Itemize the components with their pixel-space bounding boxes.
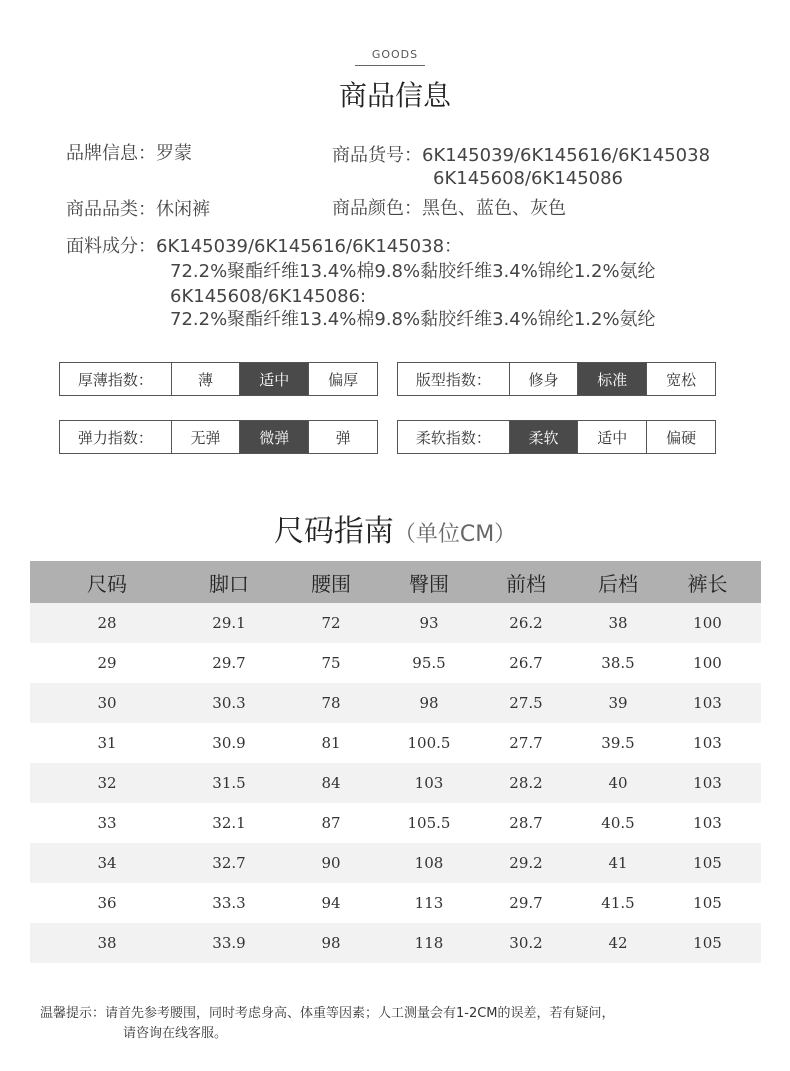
page-title: 商品信息	[338, 79, 451, 112]
fabric-line-2-wrap	[170, 260, 656, 284]
size-guide-title: 尺码指南	[273, 514, 394, 549]
header-waist: 腰围	[311, 571, 351, 596]
sku-line-1: 6K145039/6K145616/6K145038	[422, 145, 711, 166]
table-row	[30, 883, 761, 923]
header-front-rise: 前档	[506, 571, 546, 596]
table-cell: 41	[608, 854, 628, 872]
brand-info	[66, 142, 192, 166]
fabric-line-2: 72.2%聚酯纤维13.4%棉9.8%黏胶纤维3.4%锦纶1.2%氨纶	[170, 261, 656, 282]
table-row	[30, 763, 761, 803]
table-cell: 26.7	[509, 654, 543, 672]
eyebrow-rule	[355, 65, 425, 66]
fabric-line-3: 6K145608/6K145086:	[170, 286, 367, 307]
table-cell: 103	[693, 814, 722, 832]
table-cell: 29.7	[212, 654, 246, 672]
thickness-index-label: 厚薄指数：	[77, 370, 153, 389]
table-cell: 30.9	[212, 734, 246, 752]
fabric-line-4-wrap	[170, 308, 656, 332]
table-cell: 98	[321, 934, 341, 952]
table-cell: 28.7	[509, 814, 543, 832]
fabric-label: 面料成分：	[66, 236, 156, 257]
softness-option-soft: 柔软	[509, 421, 578, 453]
brand-label: 品牌信息：	[66, 143, 156, 164]
table-cell: 105	[693, 854, 722, 872]
fabric-info	[66, 235, 462, 259]
fit-index-label: 版型指数：	[415, 370, 491, 389]
table-cell: 100	[693, 614, 722, 632]
table-cell: 40.5	[601, 814, 635, 832]
header-hip: 臀围	[409, 571, 449, 596]
softness-index	[397, 420, 716, 454]
category-info	[66, 198, 210, 222]
table-cell: 105	[693, 934, 722, 952]
table-cell: 34	[97, 854, 117, 872]
fabric-line-3-wrap	[170, 285, 366, 309]
table-cell: 84	[321, 774, 341, 792]
table-cell: 30.2	[509, 934, 543, 952]
stretch-option-none: 无弹	[171, 421, 240, 453]
table-cell: 30	[97, 694, 117, 712]
table-cell: 94	[321, 894, 341, 912]
table-cell: 78	[321, 694, 341, 712]
table-cell: 100	[693, 654, 722, 672]
thickness-option-medium: 适中	[239, 363, 308, 395]
table-cell: 29	[97, 654, 117, 672]
table-cell: 40	[608, 774, 628, 792]
table-cell: 113	[414, 894, 444, 912]
table-cell: 103	[693, 694, 722, 712]
size-table-header	[30, 561, 761, 603]
thickness-option-thin: 薄	[171, 363, 240, 395]
table-cell: 29.7	[509, 894, 543, 912]
fit-option-loose: 宽松	[646, 363, 715, 395]
sku-label: 商品货号：	[332, 145, 422, 166]
table-cell: 38	[97, 934, 117, 952]
table-cell: 87	[321, 814, 341, 832]
table-cell: 75	[321, 654, 341, 672]
table-cell: 28.2	[509, 774, 543, 792]
softness-option-medium: 适中	[577, 421, 646, 453]
table-row	[30, 723, 761, 763]
reminder-line-1: 温馨提示：请首先参考腰围，同时考虑身高、体重等因素；人工测量会有1-2CM的误差，若有疑问，	[40, 1006, 615, 1021]
table-row	[30, 843, 761, 883]
table-cell: 32.1	[212, 814, 246, 832]
table-row	[30, 643, 761, 683]
table-cell: 100.5	[407, 734, 451, 752]
table-cell: 36	[97, 894, 117, 912]
sku-info-2	[433, 167, 623, 191]
table-cell: 90	[321, 854, 341, 872]
reminder-line-2: 请咨询在线客服。	[123, 1026, 228, 1041]
thickness-index	[59, 362, 378, 396]
fit-option-slim: 修身	[509, 363, 578, 395]
stretch-option-slight: 微弹	[239, 421, 308, 453]
size-guide-unit: （单位CM）	[393, 522, 517, 547]
table-cell: 33.3	[212, 894, 246, 912]
table-cell: 41.5	[601, 894, 635, 912]
table-row	[30, 803, 761, 843]
table-cell: 28	[97, 614, 117, 632]
table-cell: 72	[321, 614, 341, 632]
table-cell: 27.5	[509, 694, 543, 712]
header-size: 尺码	[87, 571, 127, 596]
table-cell: 31.5	[212, 774, 246, 792]
table-row	[30, 923, 761, 963]
fabric-line-1: 6K145039/6K145616/6K145038：	[156, 236, 463, 257]
table-cell: 108	[414, 854, 444, 872]
table-cell: 95.5	[412, 654, 446, 672]
table-cell: 32.7	[212, 854, 246, 872]
size-guide-heading	[0, 506, 790, 550]
fit-option-standard: 标准	[577, 363, 646, 395]
table-cell: 32	[97, 774, 117, 792]
reminder-note	[40, 1004, 770, 1044]
size-table-body	[30, 603, 761, 963]
table-cell: 30.3	[212, 694, 246, 712]
goods-eyebrow: GOODS	[371, 48, 419, 61]
table-cell: 29.1	[212, 614, 246, 632]
softness-index-label: 柔软指数：	[415, 428, 491, 447]
table-cell: 39	[608, 694, 628, 712]
header-back-rise: 后档	[598, 571, 638, 596]
color-info	[332, 197, 566, 221]
table-cell: 38.5	[601, 654, 635, 672]
table-row	[30, 683, 761, 723]
fabric-line-4: 72.2%聚酯纤维13.4%棉9.8%黏胶纤维3.4%锦纶1.2%氨纶	[170, 309, 656, 330]
header-length: 裤长	[687, 571, 728, 596]
table-cell: 33.9	[212, 934, 246, 952]
table-cell: 81	[321, 734, 341, 752]
stretch-option-stretch: 弹	[308, 421, 377, 453]
sku-line-2: 6K145608/6K145086	[433, 168, 624, 189]
table-row	[30, 603, 761, 643]
table-cell: 42	[608, 934, 628, 952]
table-cell: 31	[97, 734, 117, 752]
table-cell: 103	[693, 734, 722, 752]
brand-value: 罗蒙	[156, 143, 192, 164]
color-label: 商品颜色：	[332, 198, 422, 219]
table-cell: 98	[419, 694, 439, 712]
category-value: 休闲裤	[156, 199, 210, 220]
table-cell: 93	[419, 614, 439, 632]
stretch-index-label: 弹力指数：	[77, 428, 153, 447]
table-cell: 26.2	[509, 614, 543, 632]
table-cell: 103	[414, 774, 444, 792]
sku-info	[332, 144, 710, 168]
thickness-option-thick: 偏厚	[308, 363, 377, 395]
table-cell: 27.7	[509, 734, 543, 752]
header-hem: 脚口	[209, 571, 249, 596]
table-cell: 103	[693, 774, 722, 792]
table-cell: 105	[693, 894, 722, 912]
table-cell: 39.5	[601, 734, 635, 752]
table-cell: 105.5	[407, 814, 451, 832]
stretch-index	[59, 420, 378, 454]
fit-index	[397, 362, 716, 396]
category-label: 商品品类：	[66, 199, 156, 220]
table-cell: 38	[608, 614, 628, 632]
softness-option-hard: 偏硬	[646, 421, 715, 453]
color-value: 黑色、蓝色、灰色	[422, 198, 566, 219]
table-cell: 118	[414, 934, 444, 952]
table-cell: 33	[97, 814, 117, 832]
size-table	[30, 561, 761, 963]
table-cell: 29.2	[509, 854, 543, 872]
